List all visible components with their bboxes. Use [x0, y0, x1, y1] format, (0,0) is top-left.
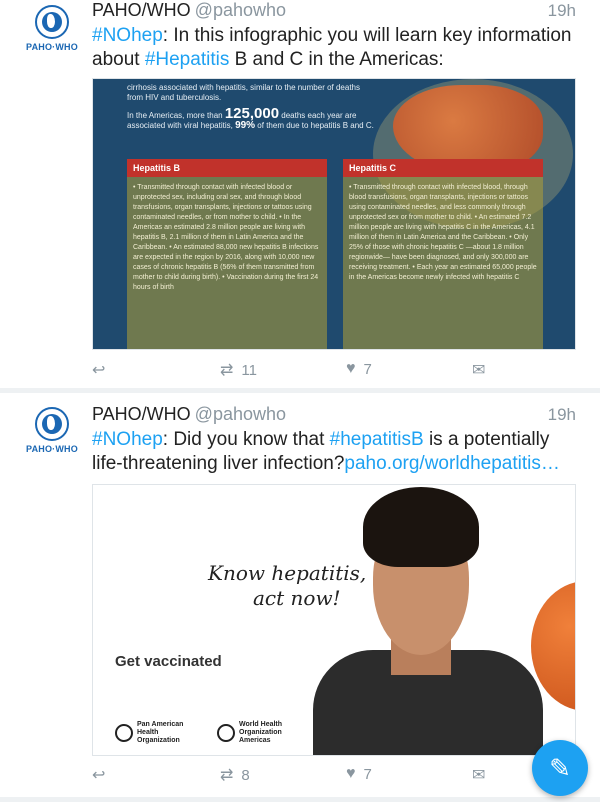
like-count: 7	[363, 765, 372, 783]
direct-message-icon: ✉	[472, 362, 486, 379]
tweet-timestamp[interactable]: 19h	[547, 1, 576, 20]
author-handle: @pahowho	[194, 404, 287, 424]
like-button[interactable]	[346, 765, 372, 783]
avatar-org-label: PAHO·WHO	[26, 444, 78, 454]
tweet-text-part: is a potentially life-threatening liver infection?	[92, 429, 550, 474]
reply-icon: ↩	[92, 767, 106, 784]
campaign-logos	[115, 721, 299, 745]
reply-button[interactable]	[92, 360, 105, 380]
author-handle: @pahowho	[194, 0, 287, 20]
infographic-pct: 99%	[235, 120, 256, 131]
paho-logo-icon	[115, 724, 133, 742]
tweet-text	[92, 24, 572, 72]
author-display-name: PAHO/WHO	[92, 0, 191, 20]
retweet-count: 8	[241, 766, 250, 784]
direct-message-button[interactable]	[472, 765, 485, 785]
who-logo-text: World Health Organization Americas	[239, 721, 283, 744]
tweet-actions	[92, 765, 512, 787]
infographic-deaths: 125,000	[224, 105, 280, 122]
like-button[interactable]	[346, 360, 372, 378]
hashtag-link[interactable]: #hepatitisB	[329, 429, 424, 450]
hepatitis-c-title: Hepatitis C	[343, 159, 543, 177]
retweet-count: 11	[241, 361, 257, 379]
direct-message-button[interactable]	[472, 360, 485, 380]
tweet-text-part: : In this infographic you will learn key information about	[92, 25, 572, 70]
infographic-intro-a: In the Americas, more than	[127, 111, 225, 120]
tweet-text-part: : Did you know that	[162, 429, 330, 450]
hepatitis-c-column	[343, 159, 543, 350]
infographic-top-line: cirrhosis associated with hepatitis, similar to the number of deaths from HIV and tuberculosis.	[127, 83, 360, 102]
compose-tweet-button[interactable]	[532, 740, 588, 796]
paho-globe-icon	[35, 407, 69, 441]
hashtag-link[interactable]: #Hepatitis	[144, 49, 230, 70]
author-display-name: PAHO/WHO	[92, 404, 191, 424]
infographic-intro-b: deaths each year are associated with viral hepatitis,	[127, 111, 357, 130]
hashtag-link[interactable]: #NOhep	[92, 429, 163, 450]
heart-icon: ♥	[346, 765, 356, 782]
who-logo-icon	[217, 724, 235, 742]
reply-icon: ↩	[92, 362, 106, 379]
hepatitis-b-title: Hepatitis B	[127, 159, 327, 177]
hepatitis-b-column	[127, 159, 327, 350]
compose-icon: ✎	[549, 752, 571, 783]
author-name[interactable]	[92, 0, 286, 21]
reply-button[interactable]	[92, 765, 105, 785]
paho-globe-icon	[35, 5, 69, 39]
tweet-separator	[0, 797, 600, 802]
direct-message-icon: ✉	[472, 767, 486, 784]
infographic-intro	[127, 105, 387, 131]
author-name[interactable]	[92, 404, 286, 425]
retweet-button[interactable]	[220, 765, 250, 785]
hashtag-link[interactable]: #NOhep	[92, 25, 163, 46]
avatar[interactable]	[24, 407, 80, 463]
hepatitis-b-text: • Transmitted through contact with infected blood or unprotected sex, including oral sex, and through blood transfusions, organ transplants, injections or tattoos using contaminated needles, or from mother to child. • In the Americas an estimated 2.8 million people are living with hepatitis B, 2.1 million of them in Latin America and the Caribbean. • An estimated 88,000 new hepatitis B infections are expected in the region by 2016, along with 10,000 new cases of chronic hepatitis B (56% of them transmitted from mother to child during birth). • Vaccination during the first 24 hours of birth	[133, 184, 319, 291]
heart-icon: ♥	[346, 360, 356, 377]
url-link[interactable]: paho.org/worldhepatitis…	[344, 453, 560, 474]
tweet-text	[92, 428, 572, 476]
hepatitis-c-text: • Transmitted through contact with infected blood, through blood transfusions, organ transplants, injections or tattoos using contaminated needles, and less commonly through unprotected sex or from mother to child. • An estimated 7.2 million people are living with hepatitis C in the Americas, 4.1 million of them in Latin America and the Caribbean. • Only 25% of those with chronic hepatitis C —about 1.8 million regionwide— have been diagnosed, and only 300,000 are receiving treatment. • Each year an estimated 65,000 people in the Americas become newly infected with hepatitis C	[349, 184, 537, 281]
retweet-icon: ⇄	[220, 362, 234, 379]
person-photo	[303, 485, 573, 756]
infographic-image[interactable]	[92, 78, 576, 350]
person-hair	[363, 487, 479, 567]
tweet-text-part: B and C in the Americas:	[229, 49, 444, 70]
campaign-image[interactable]	[92, 484, 576, 756]
campaign-headline-2: act now!	[253, 586, 341, 610]
campaign-cta: Get vaccinated	[115, 653, 222, 670]
tweet-actions	[92, 360, 512, 382]
paho-logo	[115, 721, 197, 745]
paho-logo-text: Pan American Health Organization	[137, 721, 184, 744]
retweet-button[interactable]	[220, 360, 257, 380]
avatar[interactable]	[24, 5, 80, 61]
like-count: 7	[363, 360, 372, 378]
retweet-icon: ⇄	[220, 767, 234, 784]
tweet-card[interactable]	[0, 0, 600, 388]
who-logo	[217, 721, 299, 745]
infographic-intro-c: of them due to hepatitis B and C.	[255, 121, 374, 130]
tweet-timestamp[interactable]: 19h	[547, 405, 576, 424]
avatar-org-label: PAHO·WHO	[26, 42, 78, 52]
campaign-headline-1: Know hepatitis,	[208, 561, 367, 585]
